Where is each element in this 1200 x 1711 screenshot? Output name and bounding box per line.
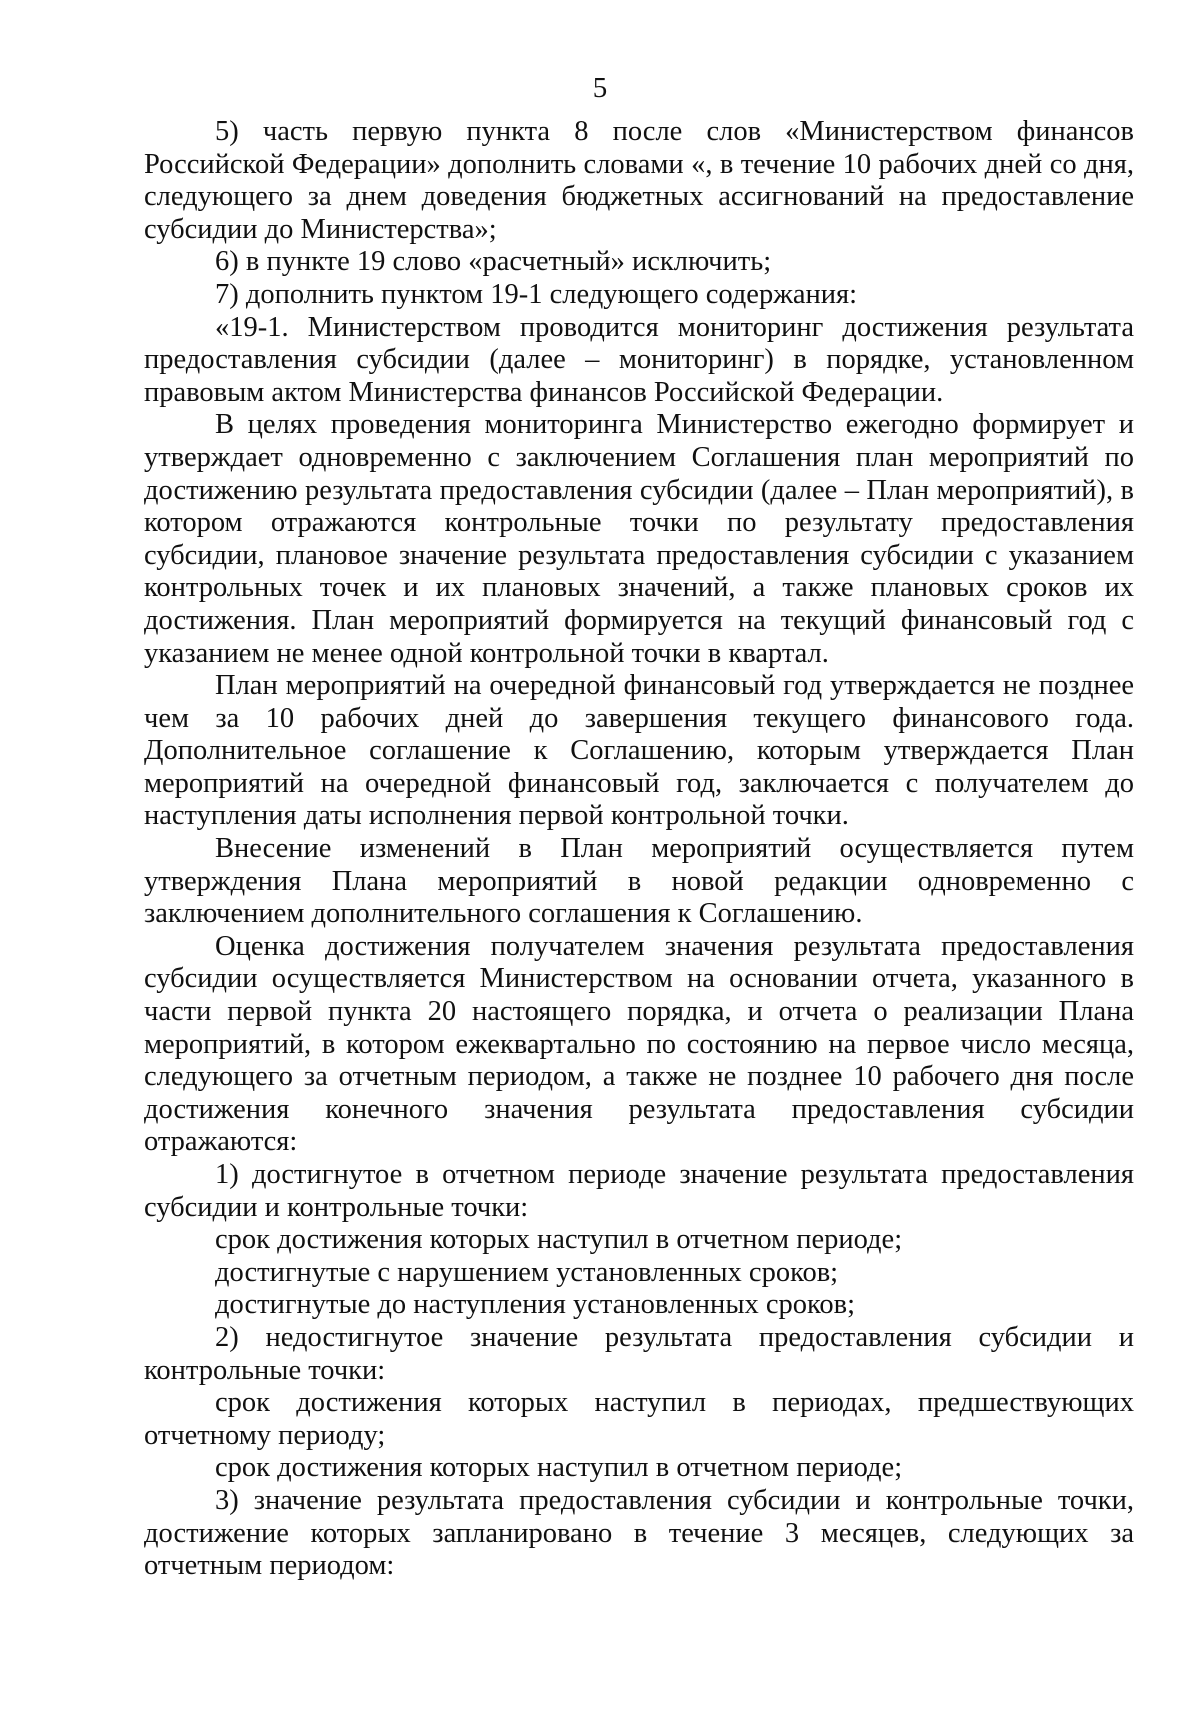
paragraph-item-3: 3) значение результата предоставления субсидии и контрольные точки, достижение которых запланировано в течение 3 месяцев, следующих за отчетным периодом: [144,1484,1134,1582]
paragraph-item-2-b: срок достижения которых наступил в отчетном периоде; [215,1452,903,1484]
paragraph-item-1: 1) достигнутое в отчетном периоде значение результата предоставления субсидии и контрольные точки: [144,1159,1134,1223]
paragraph-amendment-7: 7) дополнить пунктом 19-1 следующего содержания: [215,278,858,310]
document-body [144,116,1134,1583]
page-number: 5 [592,72,608,104]
paragraph-assessment: Оценка достижения получателем значения результата предоставления субсидии осуществляется Министерством на основании отчета, указанного в части первой пункта 20 настоящего порядка, и отчета о реализации Плана мероприятий, в котором ежеквартально по состоянию на первое число месяца, следующего за отчетным периодом, а также не позднее 10 рабочего дня после достижения конечного значения результата предоставления субсидии отражаются: [144,930,1134,1158]
paragraph-amendment-6: 6) в пункте 19 слово «расчетный» исключить; [215,246,772,278]
paragraph-clause-19-1: «19-1. Министерством проводится мониторинг достижения результата предоставления субсидии (далее – мониторинг) в порядке, установленном правовым актом Министерства финансов Российской Федерации. [144,311,1134,408]
paragraph-item-2-a: срок достижения которых наступил в периодах, предшествующих отчетному периоду; [144,1387,1134,1451]
paragraph-plan-changes: Внесение изменений в План мероприятий осуществляется путем утверждения Плана мероприятий в новой редакции одновременно с заключением дополнительного соглашения к Соглашению. [144,833,1134,930]
paragraph-amendment-5: 5) часть первую пункта 8 после слов «Министерством финансов Российской Федерации» дополнить словами «, в течение 10 рабочих дней со дня, следующего за днем доведения бюджетных ассигнований на предоставление субсидии до Министерства»; [144,116,1134,245]
paragraph-monitoring-plan: В целях проведения мониторинга Министерство ежегодно формирует и утверждает одновременно с заключением Соглашения план мероприятий по достижению результата предоставления субсидии (далее – План мероприятий), в котором отражаются контрольные точки по результату предоставления субсидии, плановое значение результата предоставления субсидии с указанием контрольных точек и их плановых значений, а также плановых сроков их достижения. План мероприятий формируется на текущий финансовый год с указанием не менее одной контрольной точки в квартал. [144,409,1134,669]
paragraph-item-1-a: срок достижения которых наступил в отчетном периоде; [215,1224,903,1256]
paragraph-item-1-c: достигнутые до наступления установленных сроков; [215,1289,856,1321]
paragraph-item-2: 2) недостигнутое значение результата предоставления субсидии и контрольные точки: [144,1321,1134,1386]
paragraph-next-year-plan: План мероприятий на очередной финансовый год утверждается не позднее чем за 10 рабочих дней до завершения текущего финансового года. Дополнительное соглашение к Соглашению, которым утверждается План мероприятий на очередной финансовый год, заключается с получателем до наступления даты исполнения первой контрольной точки. [144,670,1134,832]
paragraph-item-1-b: достигнутые с нарушением установленных сроков; [215,1256,839,1288]
